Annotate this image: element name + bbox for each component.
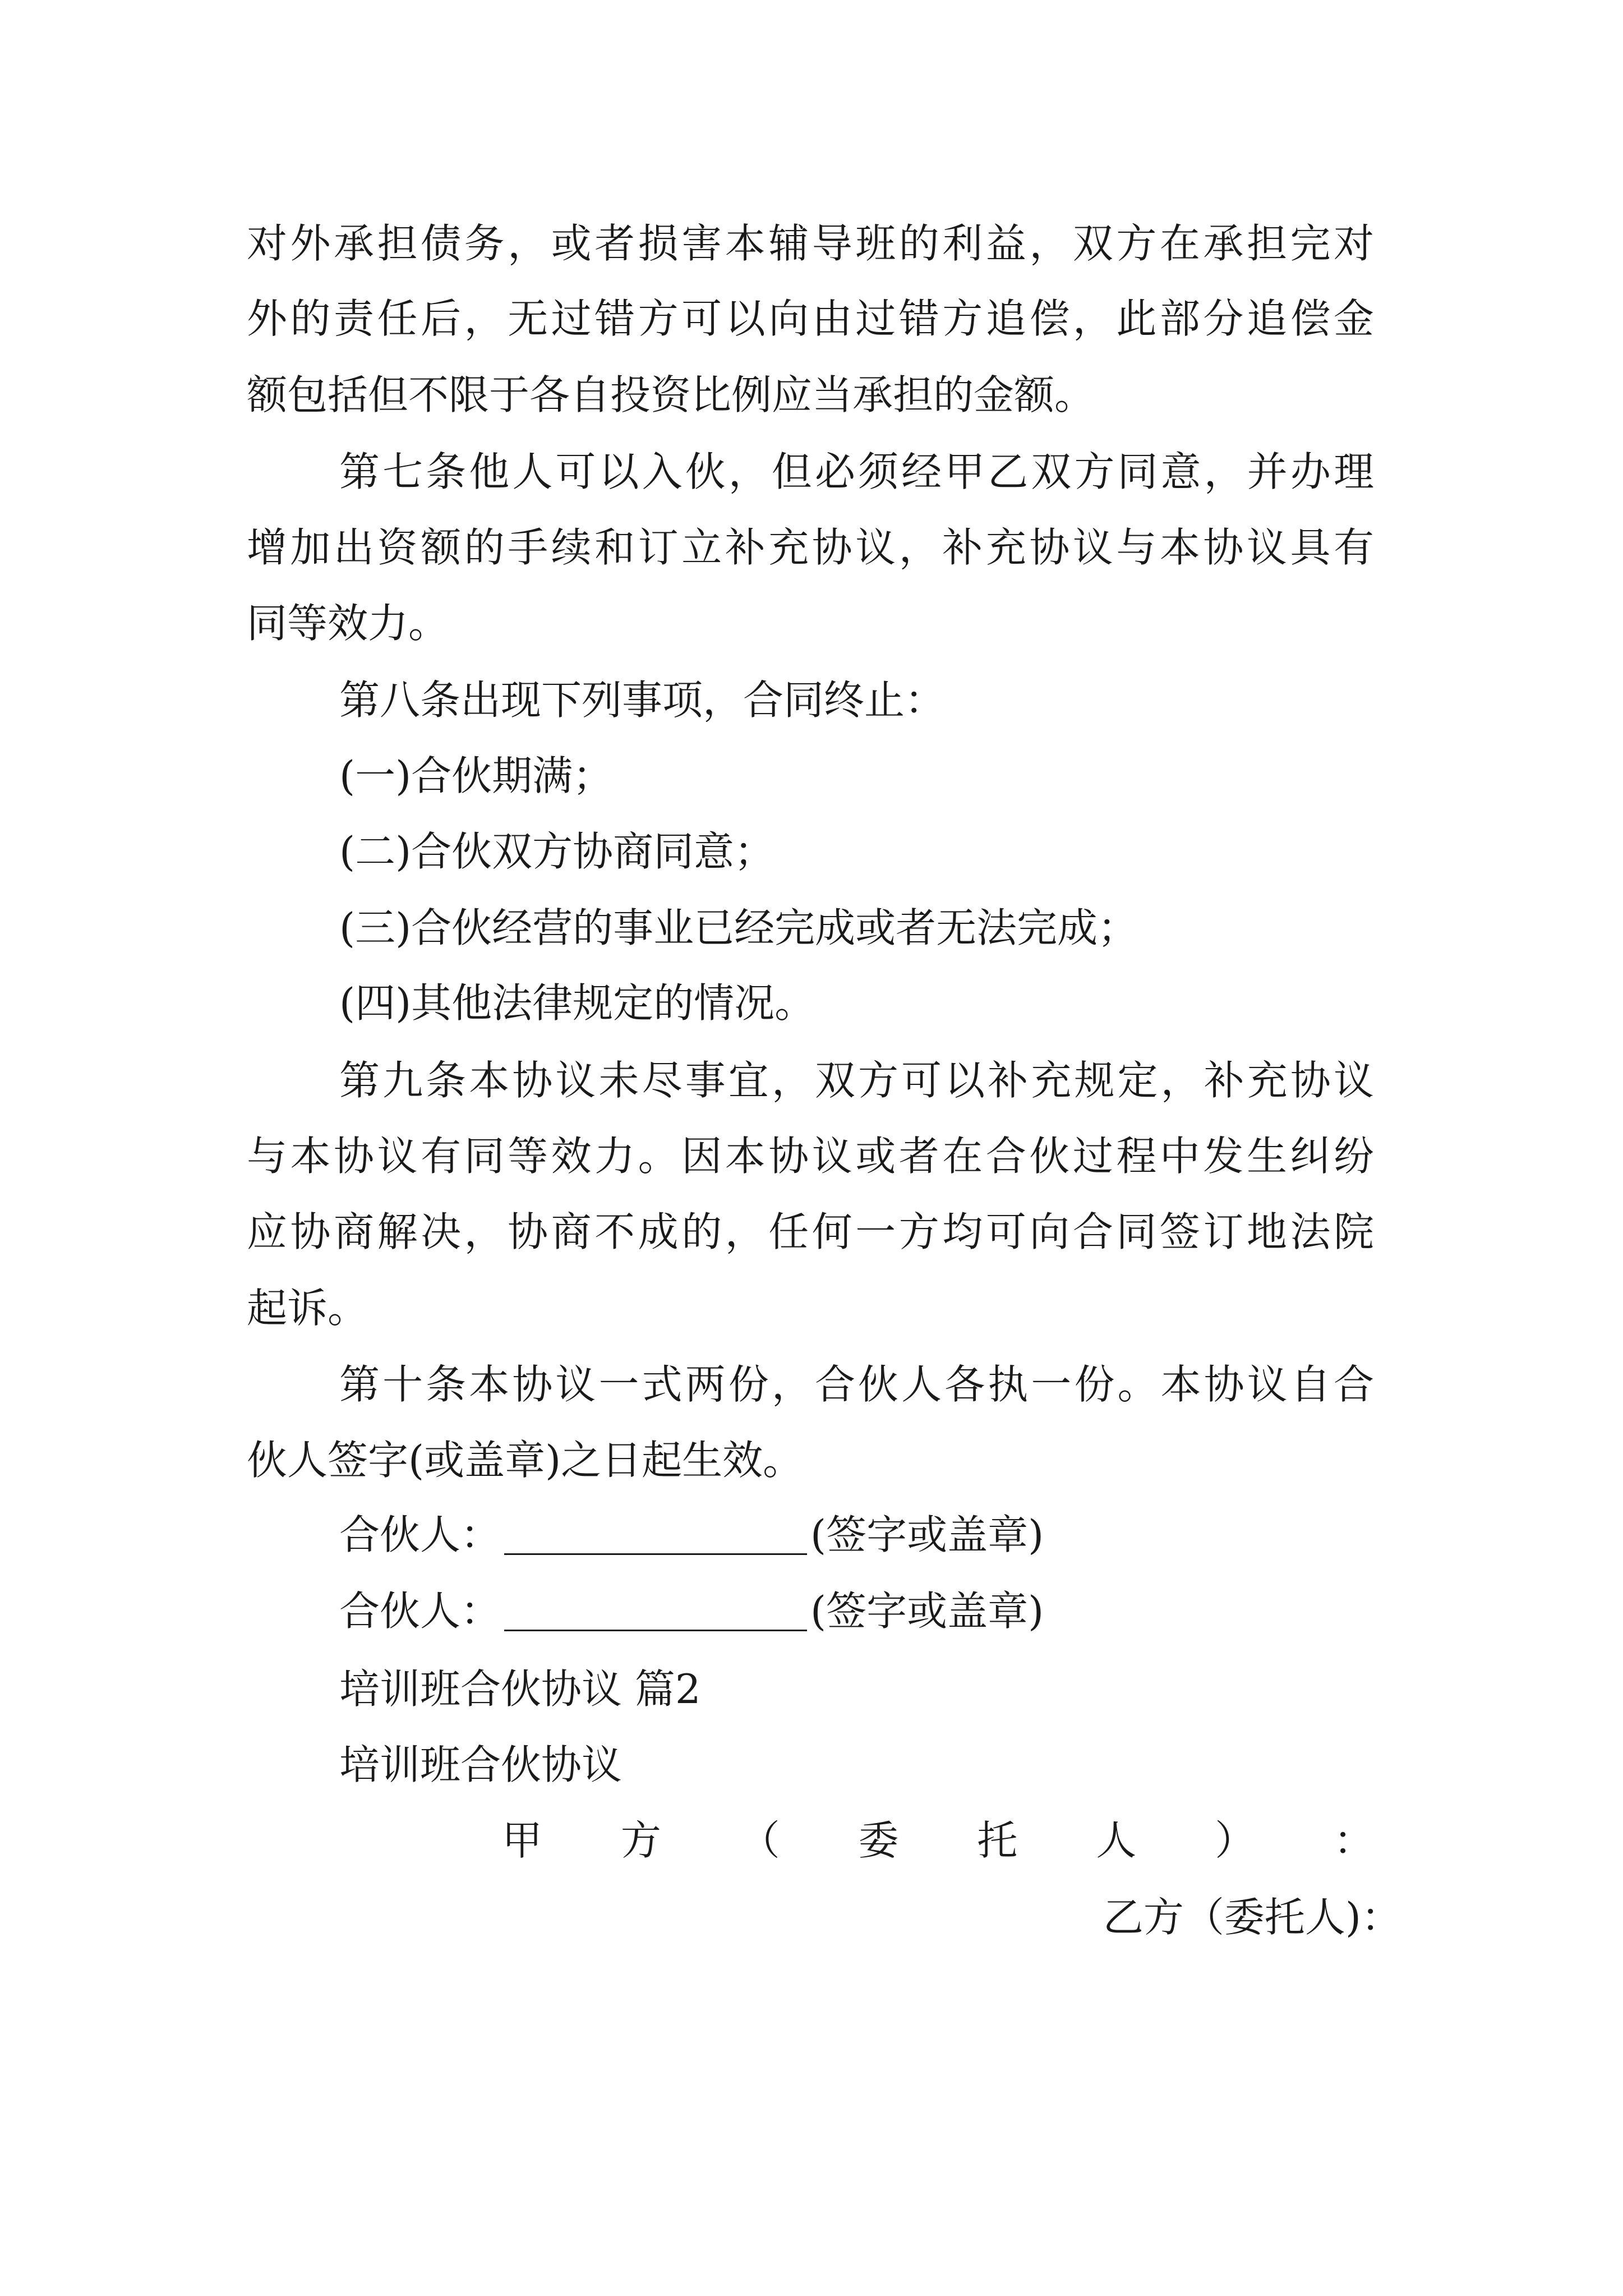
party-a-char: 委 (858, 1817, 899, 1864)
article-8: 第八条出现下列事项，合同终止： (339, 677, 946, 724)
article-9-line: 起诉。 (247, 1285, 368, 1332)
article-7-line: 同等效力。 (247, 600, 449, 647)
signature-row (339, 1511, 1044, 1558)
article-7-line: 第七条他人可以入伙，但必须经甲乙双方同意，并办理 (339, 448, 1374, 495)
article-9-line: 与本协议有同等效力。因本协议或者在合伙过程中发生纠纷 (247, 1133, 1374, 1180)
signature-blank[interactable] (504, 1520, 807, 1555)
article-10-line: 第十条本协议一式两份，合伙人各执一份。本协议自合 (339, 1361, 1374, 1408)
signature-label: 合伙人： (339, 1588, 501, 1635)
party-a-char: 方 (620, 1817, 661, 1864)
signature-note: (签字或盖章) (810, 1511, 1044, 1558)
signature-label: 合伙人： (339, 1511, 501, 1558)
party-a-line (502, 1817, 1374, 1864)
party-a-char: ： (1333, 1817, 1374, 1864)
article-9-line: 第九条本协议未尽事宜，双方可以补充规定，补充协议 (339, 1057, 1374, 1104)
document-title: 培训班合伙协议 (339, 1741, 623, 1788)
signature-note: (签字或盖章) (810, 1588, 1044, 1635)
signature-row (339, 1588, 1044, 1635)
section-heading: 培训班合伙协议 篇2 (339, 1665, 701, 1713)
article-8-item: (二)合伙双方协商同意； (339, 828, 775, 875)
article-10-line: 伙人签字(或盖章)之日起生效。 (247, 1437, 804, 1484)
signature-blank[interactable] (504, 1596, 807, 1631)
party-a-char: ） (1215, 1817, 1256, 1864)
party-a-char: 人 (1096, 1817, 1137, 1864)
article-7-line: 增加出资额的手续和订立补充协议，补充协议与本协议具有 (247, 524, 1374, 571)
article-8-item: (四)其他法律规定的情况。 (339, 979, 815, 1027)
party-a-char: （ (739, 1817, 780, 1864)
article-9-line: 应协商解决，协商不成的，任何一方均可向合同签订地法院 (247, 1208, 1374, 1255)
article-8-item: (一)合伙期满； (339, 752, 614, 799)
paragraph-line: 对外承担债务，或者损害本辅导班的利益，双方在承担完对 (247, 220, 1374, 267)
party-b-line: 乙方（委托人)： (1103, 1894, 1401, 1941)
party-a-char: 托 (977, 1817, 1018, 1864)
paragraph-line: 外的责任后，无过错方可以向由过错方追偿，此部分追偿金 (247, 295, 1374, 342)
paragraph-line: 额包括但不限于各自投资比例应当承担的金额。 (247, 371, 1095, 418)
article-8-item: (三)合伙经营的事业已经完成或者无法完成； (339, 904, 1138, 951)
party-a-char: 甲 (502, 1817, 543, 1864)
